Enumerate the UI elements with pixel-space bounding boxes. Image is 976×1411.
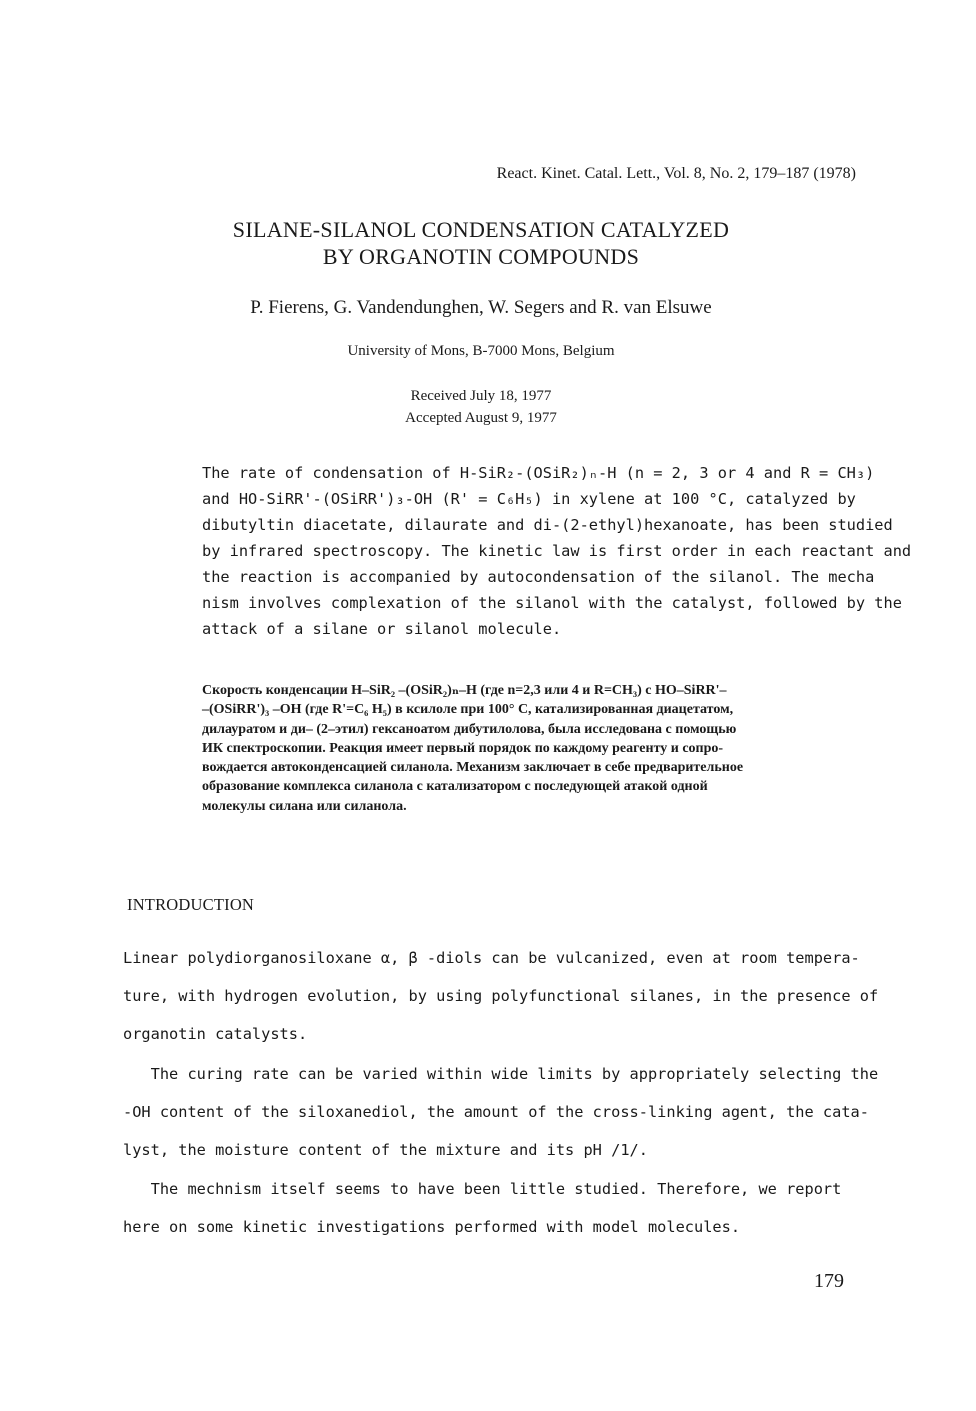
section-heading-introduction: INTRODUCTION — [127, 895, 255, 914]
abstract-en-line: The rate of condensation of H-SiR₂-(OSiR₂)ₙ-H (n = 2, 3 or 4 and R = CH₃) — [202, 464, 875, 482]
accepted-date: Accepted August 9, 1977 — [405, 410, 557, 426]
paper-title-line-2: BY ORGANOTIN COMPOUNDS — [322, 244, 640, 269]
page-number: 179 — [814, 1270, 844, 1292]
abstract-en-line: by infrared spectroscopy. The kinetic law is first order in each reactant and — [202, 542, 912, 560]
abstract-ru-line: дилауратом и ди– (2–этил) гексаноатом дибутилолова, была исследована с помощью — [202, 721, 737, 737]
body-line: The mechnism itself seems to have been little studied. Therefore, we report — [123, 1180, 842, 1198]
journal-reference: React. Kinet. Catal. Lett., Vol. 8, No. 2, 179–187 (1978) — [496, 165, 856, 182]
abstract-ru-line: ИК спектроскопии. Реакция имеет первый порядок по каждому реагенту и сопро- — [202, 740, 724, 756]
submission-dates — [0, 385, 962, 429]
abstract-en-line: attack of a silane or silanol molecule. — [202, 620, 562, 638]
abstract-ru-line: Скорость конденсации H–SiR₂ –(OSiR₂)ₙ–H (где n=2,3 или 4 и R=CH₃) с HO–SiRR'– — [202, 683, 727, 698]
body-line: The curing rate can be varied within wide limits by appropriately selecting the — [123, 1065, 879, 1083]
body-line: here on some kinetic investigations performed with model molecules. — [123, 1218, 741, 1236]
paper-title-line-1: SILANE-SILANOL CONDENSATION CATALYZED — [232, 217, 730, 242]
abstract-english — [202, 460, 912, 642]
abstract-en-line: dibutyltin diacetate, dilaurate and di-(2-ethyl)hexanoate, has been studied — [202, 516, 893, 534]
body-line: organotin catalysts. — [123, 1025, 308, 1043]
body-paragraph — [123, 1170, 853, 1246]
body-line: lyst, the moisture content of the mixture and its pH /1/. — [123, 1141, 648, 1159]
body-line: Linear polydiorganosiloxane α, β -diols can be vulcanized, even at room tempera- — [123, 949, 860, 967]
abstract-en-line: and HO-SiRR'-(OSiRR')₃-OH (R' = C₆H₅) in xylene at 100 °C, catalyzed by — [202, 490, 856, 508]
abstract-ru-line: –(OSiRR')₃ –OH (где R'=C₆ H₅) в ксилоле при 100° C, катализированная диацетатом, — [202, 702, 734, 718]
abstract-en-line: nism involves complexation of the silanol with the catalyst, followed by the — [202, 594, 902, 612]
received-date: Received July 18, 1977 — [410, 388, 552, 404]
abstract-en-line: the reaction is accompanied by autocondensation of the silanol. The mecha — [202, 568, 875, 586]
body-paragraph — [123, 939, 879, 1053]
body-paragraph — [123, 1055, 879, 1169]
body-line: -OH content of the siloxanediol, the amount of the cross-linking agent, the cata- — [123, 1103, 869, 1121]
authors: P. Fierens, G. Vandendunghen, W. Segers and R. van Elsuwe — [250, 297, 712, 318]
abstract-ru-line: образование комплекса силанола с катализатором с последующей атакой одной — [202, 779, 708, 795]
abstract-ru-line: молекулы силана или силанола. — [202, 798, 407, 814]
body-line: ture, with hydrogen evolution, by using polyfunctional silanes, in the presence of — [123, 987, 879, 1005]
abstract-ru-line: вождается автоконденсацией силанола. Механизм заключает в себе предварительное — [202, 760, 744, 776]
affiliation: University of Mons, B-7000 Mons, Belgium — [347, 343, 615, 359]
paper-title — [0, 216, 962, 270]
abstract-russian — [202, 681, 892, 816]
